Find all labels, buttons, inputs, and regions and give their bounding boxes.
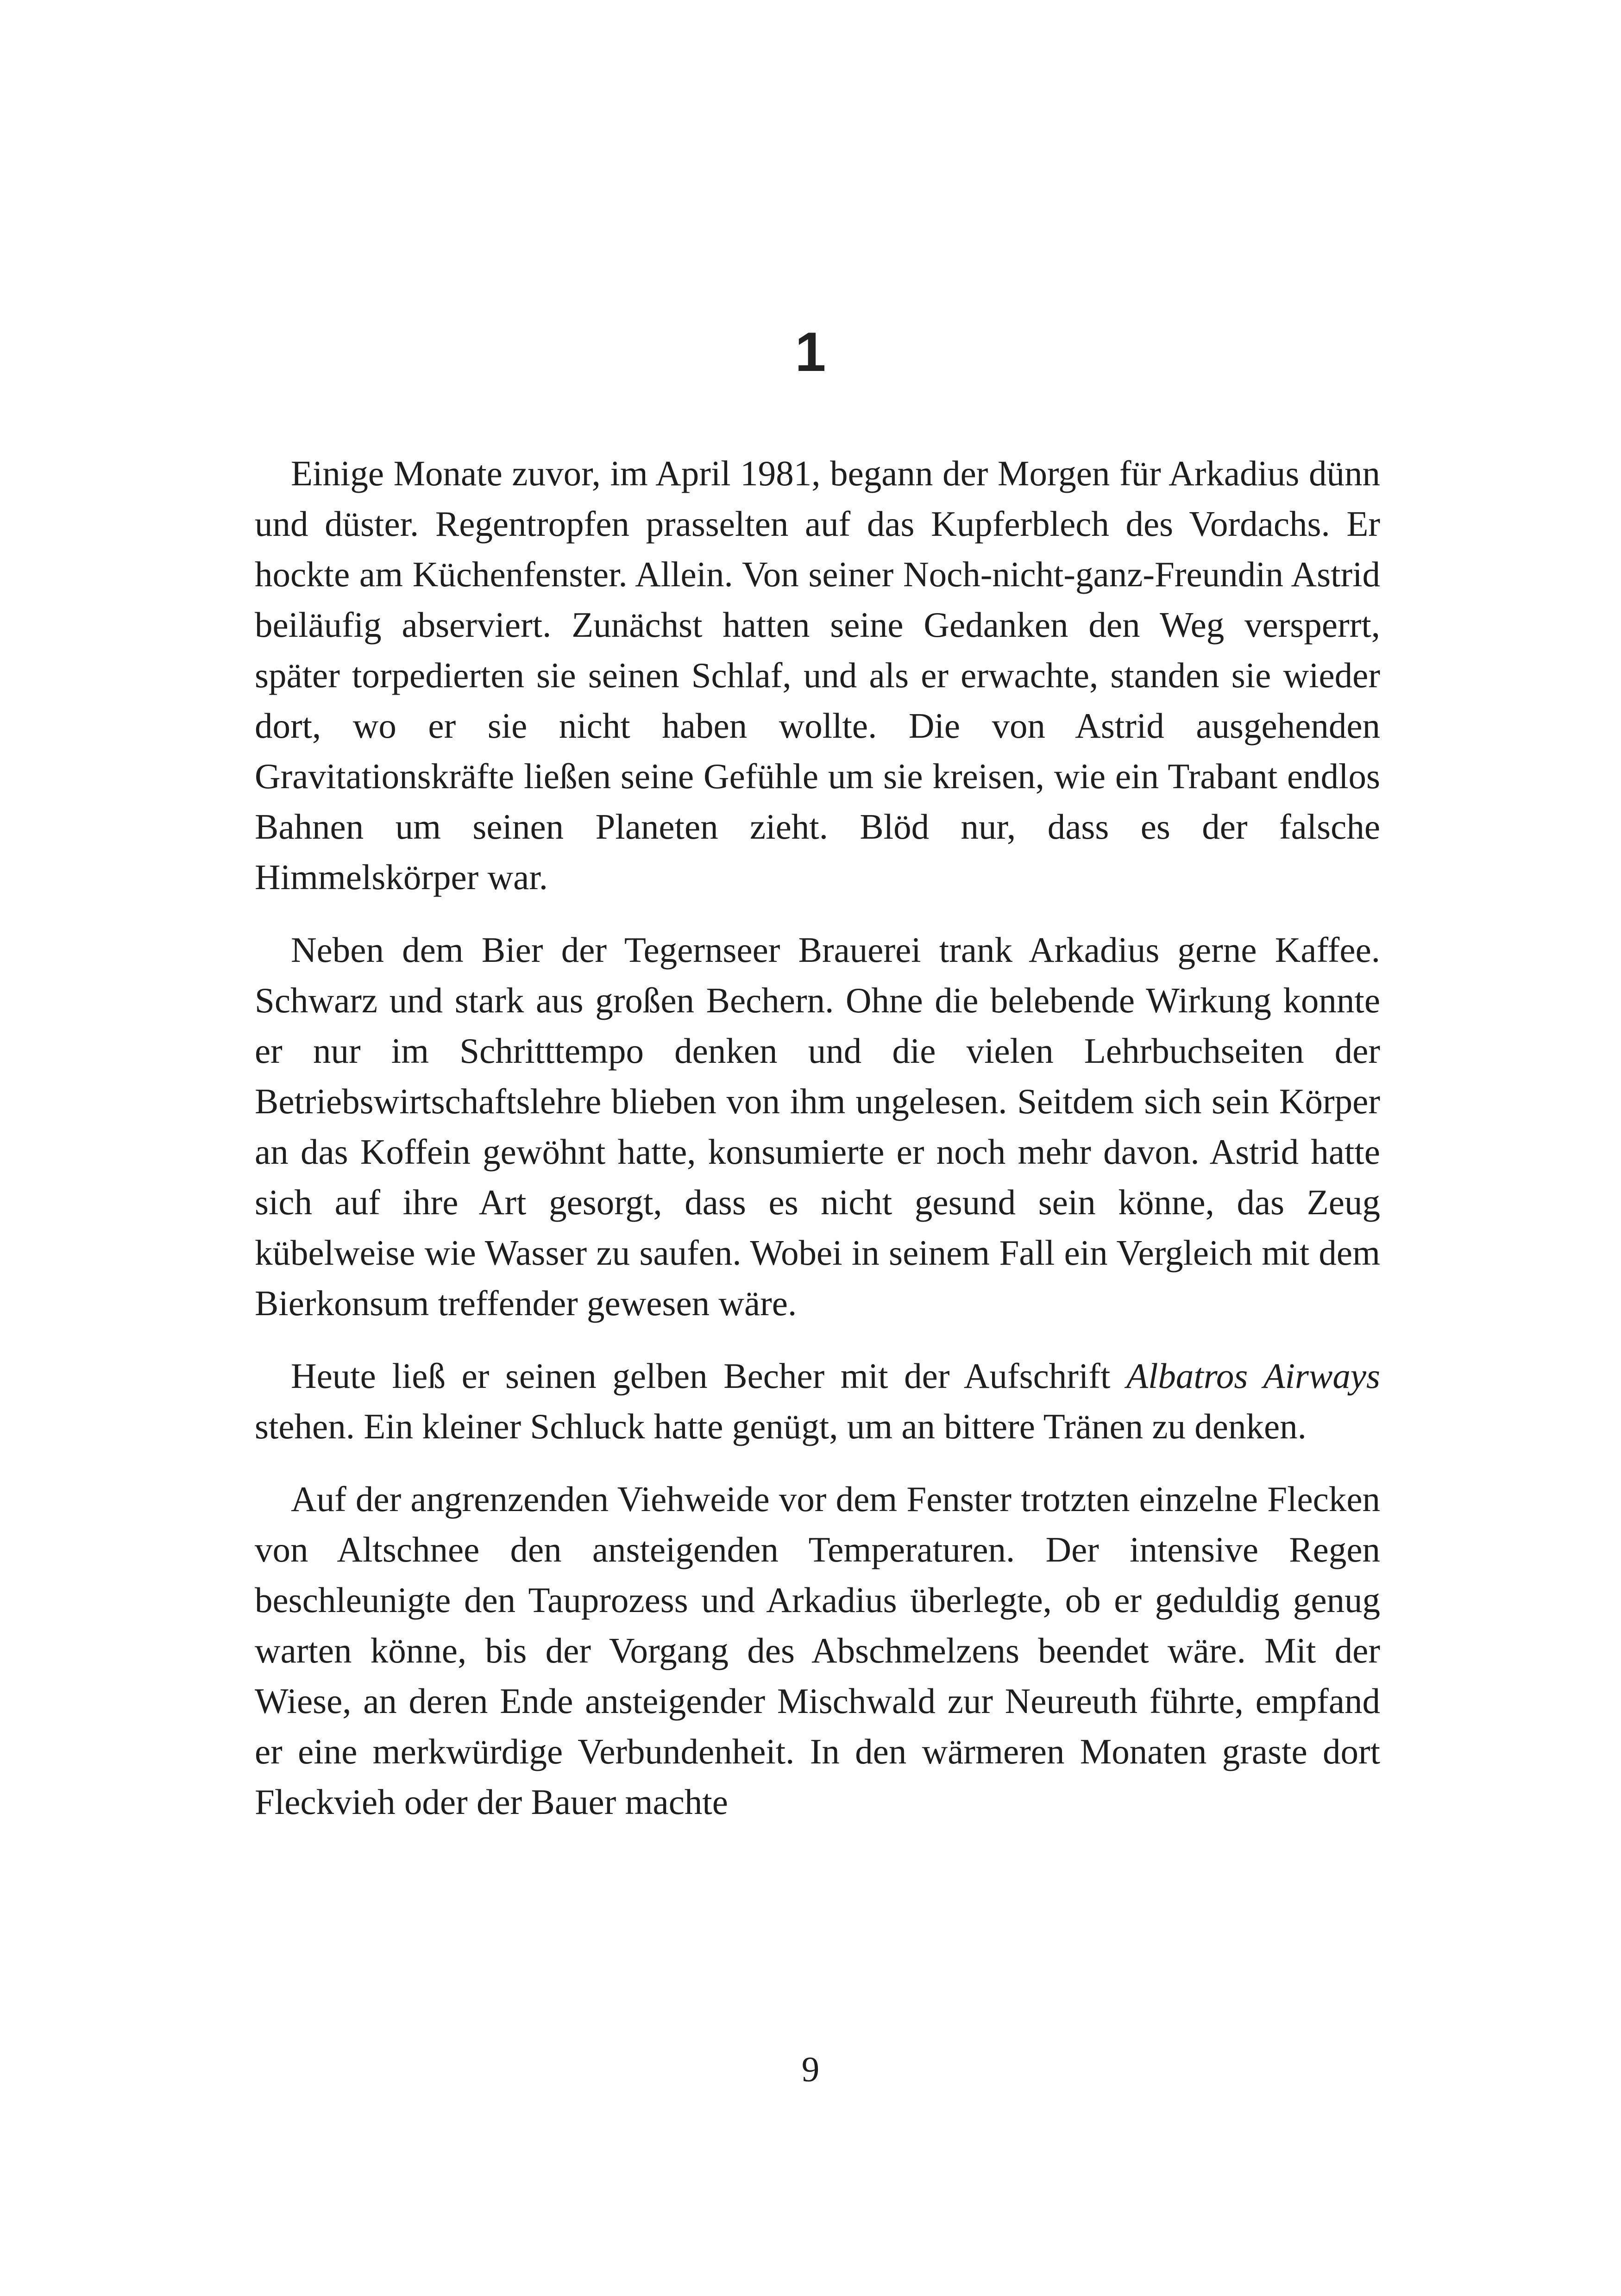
paragraph-1: Einige Monate zuvor, im April 1981, begann der Morgen für Arkadius dünn und düster. Regentropfen prasselten auf das Kupferblech des Vordachs. Er hockte am Küchenfenster. Allein. Von seiner Noch-nicht-ganz-Freundin Astrid beiläufig abserviert. Zunächst hatten seine Gedanken den Weg versperrt, später torpedierten sie seinen Schlaf, und als er erwachte, standen sie wieder dort, wo er sie nicht haben wollte. Die von Astrid ausgehenden Gravitationskräfte ließen seine Gefühle um sie kreisen, wie ein Trabant endlos Bahnen um seinen Planeten zieht. Blöd nur, dass es der falsche Himmelskörper war. [255,453,1380,897]
paragraph-4: Auf der angrenzenden Viehweide vor dem Fenster trotzten einzelne Flecken von Altschnee den ansteigenden Temperaturen. Der intensive Regen beschleunigte den Tauprozess und Arkadius überlegte, ob er geduldig genug warten könne, bis der Vorgang des Abschmelzens beendet wäre. Mit der Wiese, an deren Ende ansteigender Mischwald zur Neureuth führte, empfand er eine merkwürdige Verbundenheit. In den wärmeren Monaten graste dort Fleckvieh oder der Bauer machte [255,1479,1380,1822]
mug-inscription: Albatros Airways [1126,1356,1380,1396]
page-number: 9 [801,2049,820,2089]
chapter-body [255,448,1380,1850]
paragraph-3-text-after: stehen. Ein kleiner Schluck hatte genügt, um an bittere Tränen zu denken. [255,1406,1307,1446]
paragraph-3 [255,1351,1380,1452]
paragraph-3-text-before: Heute ließ er seinen gelben Becher mit der Aufschrift [291,1356,1126,1396]
chapter-number: 1 [795,321,826,383]
paragraph-2: Neben dem Bier der Tegernseer Brauerei trank Arkadius gerne Kaffee. Schwarz und stark aus großen Bechern. Ohne die belebende Wirkung konnte er nur im Schritttempo denken und die vielen Lehrbuchseiten der Betriebswirtschaftslehre blieben von ihm ungelesen. Seitdem sich sein Körper an das Koffein gewöhnt hatte, konsumierte er noch mehr davon. Astrid hatte sich auf ihre Art gesorgt, dass es nicht gesund sein könne, das Zeug kübelweise wie Wasser zu saufen. Wobei in seinem Fall ein Vergleich mit dem Bierkonsum treffender gewesen wäre. [255,930,1380,1323]
